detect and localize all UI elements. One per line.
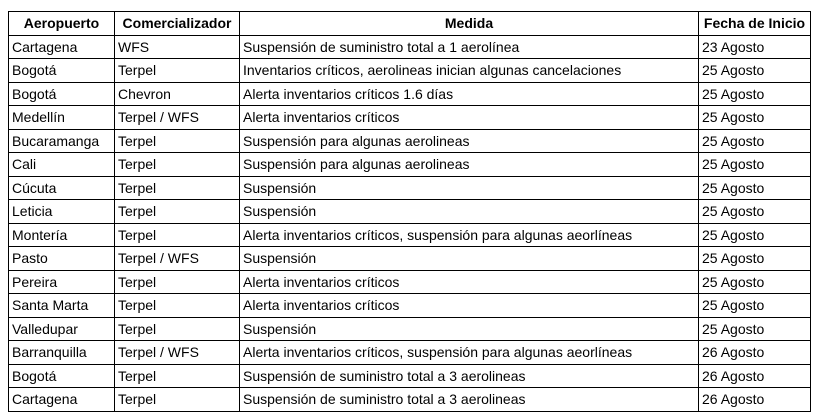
cell-fecha-de-inicio: 25 Agosto bbox=[699, 270, 811, 294]
cell-medida: Suspensión para algunas aerolineas bbox=[240, 129, 699, 153]
cell-comercializador: Terpel bbox=[115, 388, 240, 412]
cell-medida: Alerta inventarios críticos bbox=[240, 106, 699, 130]
cell-fecha-de-inicio: 26 Agosto bbox=[699, 341, 811, 365]
cell-aeropuerto: Medellín bbox=[9, 106, 115, 130]
cell-aeropuerto: Pereira bbox=[9, 270, 115, 294]
cell-medida: Suspensión de suministro total a 3 aerolineas bbox=[240, 388, 699, 412]
cell-aeropuerto: Bucaramanga bbox=[9, 129, 115, 153]
cell-fecha-de-inicio: 25 Agosto bbox=[699, 176, 811, 200]
header-medida: Medida bbox=[240, 12, 699, 36]
cell-medida: Inventarios críticos, aerolineas inician algunas cancelaciones bbox=[240, 59, 699, 83]
cell-fecha-de-inicio: 25 Agosto bbox=[699, 223, 811, 247]
cell-comercializador: Terpel / WFS bbox=[115, 247, 240, 271]
cell-fecha-de-inicio: 25 Agosto bbox=[699, 59, 811, 83]
cell-aeropuerto: Bogotá bbox=[9, 59, 115, 83]
cell-aeropuerto: Cali bbox=[9, 153, 115, 177]
cell-medida: Alerta inventarios críticos bbox=[240, 270, 699, 294]
cell-fecha-de-inicio: 25 Agosto bbox=[699, 106, 811, 130]
cell-medida: Suspensión bbox=[240, 247, 699, 271]
cell-medida: Alerta inventarios críticos, suspensión para algunas aeorlíneas bbox=[240, 223, 699, 247]
cell-aeropuerto: Cúcuta bbox=[9, 176, 115, 200]
cell-fecha-de-inicio: 26 Agosto bbox=[699, 364, 811, 388]
cell-comercializador: Terpel bbox=[115, 364, 240, 388]
cell-comercializador: Terpel bbox=[115, 129, 240, 153]
cell-comercializador: Terpel bbox=[115, 270, 240, 294]
cell-aeropuerto: Leticia bbox=[9, 200, 115, 224]
cell-aeropuerto: Bogotá bbox=[9, 364, 115, 388]
table-row bbox=[9, 200, 811, 224]
cell-medida: Suspensión bbox=[240, 200, 699, 224]
cell-medida: Suspensión de suministro total a 1 aerolínea bbox=[240, 35, 699, 59]
table-row bbox=[9, 317, 811, 341]
cell-comercializador: Terpel bbox=[115, 317, 240, 341]
cell-comercializador: Terpel bbox=[115, 223, 240, 247]
table-row bbox=[9, 153, 811, 177]
cell-medida: Suspensión de suministro total a 3 aerolineas bbox=[240, 364, 699, 388]
cell-aeropuerto: Valledupar bbox=[9, 317, 115, 341]
airport-measures-table bbox=[8, 11, 811, 412]
table-row bbox=[9, 388, 811, 412]
cell-medida: Suspensión bbox=[240, 176, 699, 200]
cell-aeropuerto: Cartagena bbox=[9, 35, 115, 59]
cell-fecha-de-inicio: 26 Agosto bbox=[699, 388, 811, 412]
table-container bbox=[8, 11, 811, 412]
table-row bbox=[9, 176, 811, 200]
cell-medida: Alerta inventarios críticos 1.6 días bbox=[240, 82, 699, 106]
table-header-row bbox=[9, 12, 811, 36]
table-row bbox=[9, 364, 811, 388]
cell-aeropuerto: Cartagena bbox=[9, 388, 115, 412]
cell-fecha-de-inicio: 25 Agosto bbox=[699, 153, 811, 177]
cell-fecha-de-inicio: 25 Agosto bbox=[699, 82, 811, 106]
cell-fecha-de-inicio: 25 Agosto bbox=[699, 129, 811, 153]
cell-medida: Suspensión para algunas aerolineas bbox=[240, 153, 699, 177]
table-row bbox=[9, 35, 811, 59]
table-row bbox=[9, 129, 811, 153]
cell-medida: Alerta inventarios críticos bbox=[240, 294, 699, 318]
header-fecha-de-inicio: Fecha de Inicio bbox=[699, 12, 811, 36]
table-row bbox=[9, 59, 811, 83]
cell-medida: Alerta inventarios críticos, suspensión para algunas aeorlíneas bbox=[240, 341, 699, 365]
cell-comercializador: WFS bbox=[115, 35, 240, 59]
cell-aeropuerto: Barranquilla bbox=[9, 341, 115, 365]
cell-comercializador: Terpel bbox=[115, 294, 240, 318]
cell-comercializador: Terpel / WFS bbox=[115, 341, 240, 365]
cell-fecha-de-inicio: 25 Agosto bbox=[699, 200, 811, 224]
table-row bbox=[9, 106, 811, 130]
table-row bbox=[9, 247, 811, 271]
cell-fecha-de-inicio: 25 Agosto bbox=[699, 294, 811, 318]
cell-comercializador: Terpel bbox=[115, 176, 240, 200]
cell-fecha-de-inicio: 23 Agosto bbox=[699, 35, 811, 59]
cell-aeropuerto: Pasto bbox=[9, 247, 115, 271]
table-body bbox=[9, 35, 811, 411]
table-row bbox=[9, 223, 811, 247]
table-row bbox=[9, 294, 811, 318]
cell-fecha-de-inicio: 25 Agosto bbox=[699, 247, 811, 271]
table-row bbox=[9, 82, 811, 106]
table-row bbox=[9, 270, 811, 294]
cell-comercializador: Terpel bbox=[115, 59, 240, 83]
cell-comercializador: Terpel bbox=[115, 200, 240, 224]
cell-comercializador: Terpel bbox=[115, 153, 240, 177]
cell-medida: Suspensión bbox=[240, 317, 699, 341]
cell-aeropuerto: Santa Marta bbox=[9, 294, 115, 318]
cell-comercializador: Terpel / WFS bbox=[115, 106, 240, 130]
table-row bbox=[9, 341, 811, 365]
header-aeropuerto: Aeropuerto bbox=[9, 12, 115, 36]
cell-aeropuerto: Montería bbox=[9, 223, 115, 247]
cell-comercializador: Chevron bbox=[115, 82, 240, 106]
cell-fecha-de-inicio: 25 Agosto bbox=[699, 317, 811, 341]
cell-aeropuerto: Bogotá bbox=[9, 82, 115, 106]
header-comercializador: Comercializador bbox=[115, 12, 240, 36]
